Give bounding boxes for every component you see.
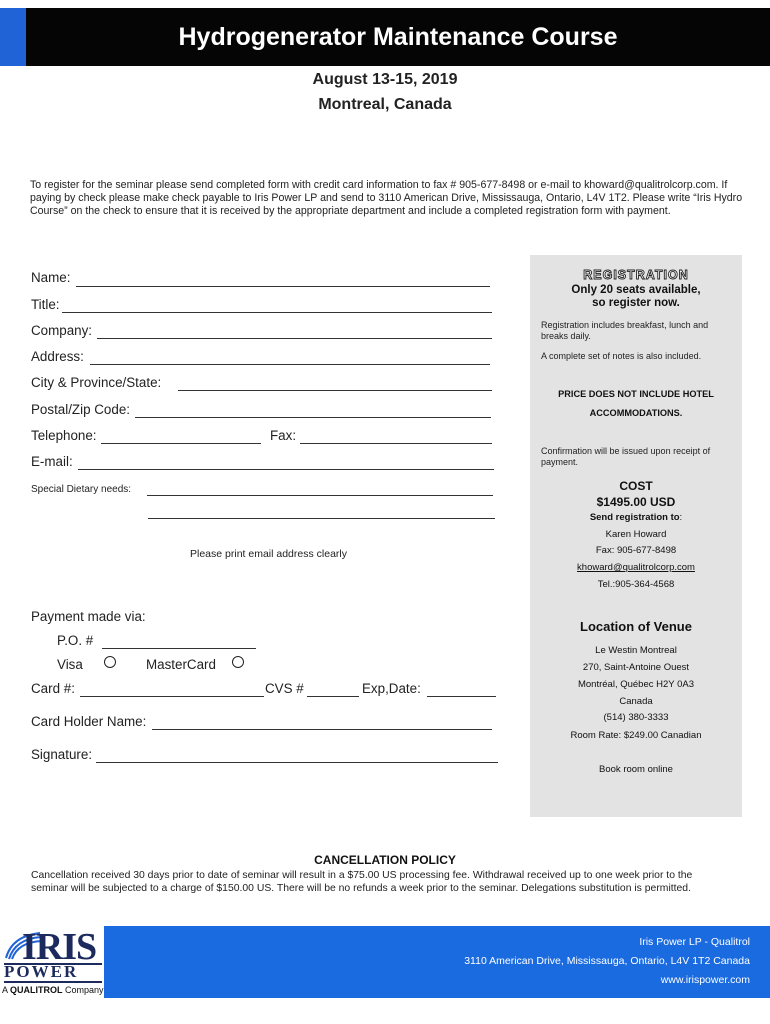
address-field[interactable] [90, 364, 490, 365]
notes-included: A complete set of notes is also included. [541, 351, 702, 361]
course-dates: August 13-15, 2019 [312, 71, 458, 88]
card-holder-field[interactable] [152, 729, 492, 730]
registration-heading: REGISTRATION [583, 268, 689, 282]
venue-heading: Location of Venue [580, 619, 692, 634]
logo-company-prefix: A [2, 985, 11, 995]
room-rate: Room Rate: $249.00 Canadian [570, 730, 702, 741]
contact-name: Karen Howard [605, 529, 667, 540]
visa-radio[interactable] [104, 656, 116, 668]
postal-label: Postal/Zip Code: [31, 402, 130, 417]
signature-label: Signature: [31, 747, 93, 762]
footer-address: 3110 American Drive, Mississauga, Ontario, L4V 1T2 Canada [464, 955, 750, 967]
logo-power: POWER [4, 962, 79, 981]
cost-label: COST [619, 479, 653, 493]
visa-label: Visa [57, 657, 83, 672]
send-registration-label [530, 512, 742, 523]
footer-website[interactable]: www.irispower.com [660, 974, 750, 986]
cvs-field[interactable] [307, 696, 359, 697]
contact-telephone: Tel.:905-364-4568 [597, 579, 675, 590]
email-label: E-mail: [31, 454, 73, 469]
dietary-field[interactable] [147, 495, 493, 496]
mastercard-label: MasterCard [146, 657, 216, 672]
logo-iris: IRIS [22, 926, 97, 968]
payment-heading: Payment made via: [31, 609, 146, 624]
registration-includes: Registration includes breakfast, lunch and breaks daily. [541, 320, 709, 341]
venue-street: 270, Saint-Antoine Ouest [582, 662, 690, 673]
logo-rule-bottom [4, 981, 102, 983]
title-label: Title: [31, 297, 60, 312]
intro-text: To register for the seminar please send completed form with credit card information to fax # 905-677-8498 or e-mail to khoward@qualitrolcorp.com. If paying by check please make check payable to Iris Power LP and send to 3110 American Drive, Mississauga, Ontario, L4V 1T2. Please write “Iris Hydro Course” on the check to ensure that it is received by the appropriate department and include a completed registration form with payment. [30, 179, 743, 218]
seats-line-1: Only 20 seats available, [571, 284, 701, 296]
cost-value: $1495.00 USD [596, 495, 676, 509]
contact-email-link[interactable]: khoward@qualitrolcorp.com [577, 562, 695, 573]
signature-field[interactable] [96, 762, 498, 763]
address-label: Address: [31, 349, 84, 364]
send-registration-colon: : [679, 512, 683, 523]
telephone-label: Telephone: [31, 428, 97, 443]
name-field[interactable] [76, 286, 490, 287]
card-holder-label: Card Holder Name: [31, 714, 147, 729]
dietary-label: Special Dietary needs: [31, 484, 132, 495]
logo-company [2, 985, 104, 995]
exp-label: Exp,Date: [362, 681, 421, 696]
footer-company: Iris Power LP - Qualitrol [639, 936, 750, 948]
venue-city: Montréal, Québec H2Y 0A3 [577, 679, 694, 690]
fax-field[interactable] [300, 443, 492, 444]
po-label: P.O. # [57, 633, 94, 648]
company-label: Company: [31, 323, 93, 338]
contact-fax: Fax: 905-677-8498 [595, 545, 677, 556]
card-label: Card #: [31, 681, 75, 696]
logo-company-suffix: Company [62, 985, 104, 995]
fax-label: Fax: [270, 428, 297, 443]
city-field[interactable] [178, 390, 492, 391]
book-room-link[interactable]: Book room online [599, 764, 673, 775]
course-location: Montreal, Canada [318, 96, 452, 113]
page-title: Hydrogenerator Maintenance Course [178, 23, 618, 51]
po-field[interactable] [102, 648, 256, 649]
cvs-label: CVS # [265, 681, 304, 696]
card-number-field[interactable] [80, 696, 264, 697]
hotel-note-line-1: PRICE DOES NOT INCLUDE HOTEL [558, 389, 714, 399]
confirmation-note: Confirmation will be issued upon receipt of payment. [541, 446, 711, 467]
mastercard-radio[interactable] [232, 656, 244, 668]
city-label: City & Province/State: [31, 375, 162, 390]
hotel-note-line-2: ACCOMMODATIONS. [589, 408, 683, 418]
send-registration-bold: Send registration to [589, 512, 680, 523]
seats-line-2: so register now. [592, 297, 680, 309]
postal-field[interactable] [135, 417, 491, 418]
name-label: Name: [31, 270, 71, 285]
venue-country: Canada [619, 696, 653, 707]
venue-name: Le Westin Montreal [595, 645, 677, 656]
company-field[interactable] [97, 338, 492, 339]
telephone-field[interactable] [101, 443, 261, 444]
header-accent [0, 8, 26, 66]
dietary-field-line-2[interactable] [148, 518, 495, 519]
print-note: Please print email address clearly [190, 548, 347, 560]
cancellation-title: CANCELLATION POLICY [314, 853, 456, 867]
logo-qualitrol: QUALITROL [10, 985, 63, 995]
email-field[interactable] [78, 469, 494, 470]
cancellation-body: Cancellation received 30 days prior to date of seminar will result in a $75.00 US processing fee. Withdrawal received up to one week prior to the seminar will be subjected to a charge of $150.00 US. There will be no refunds a week prior to the seminar. Delegations substitution is permitted. [31, 870, 693, 894]
exp-date-field[interactable] [427, 696, 496, 697]
venue-phone: (514) 380-3333 [603, 712, 669, 723]
title-field[interactable] [62, 312, 492, 313]
